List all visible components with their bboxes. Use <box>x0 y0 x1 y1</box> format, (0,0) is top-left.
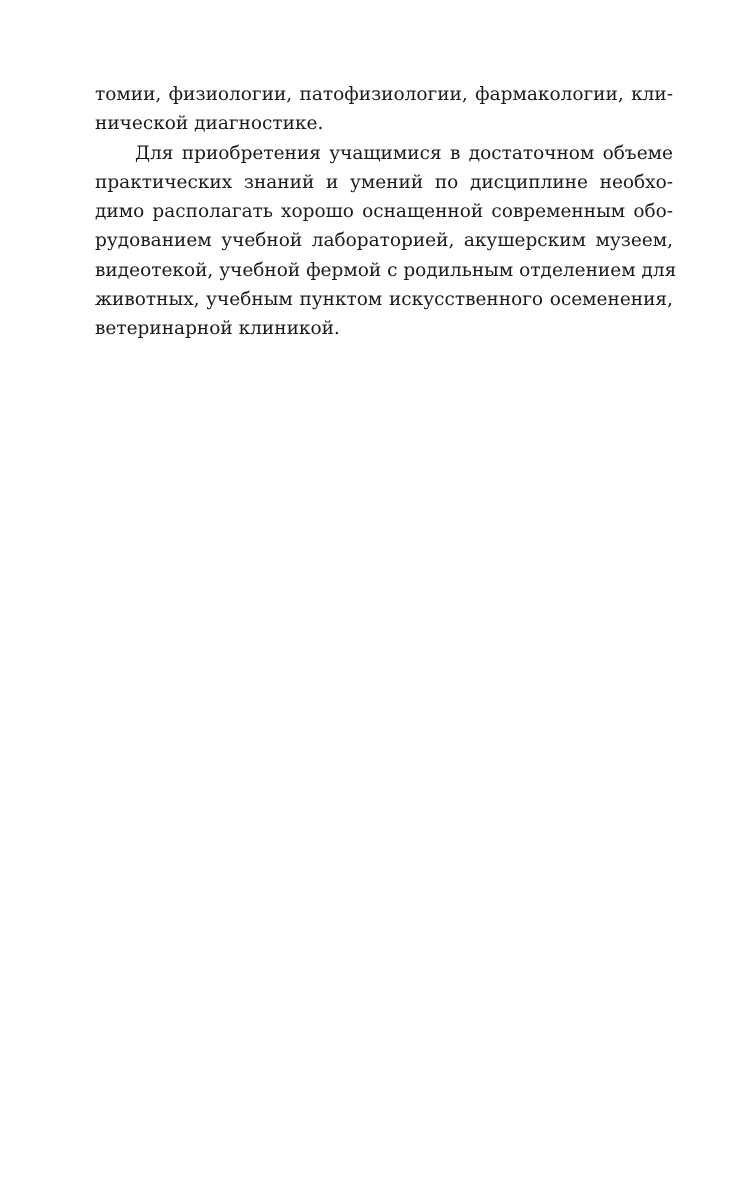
paragraph <box>95 139 677 344</box>
text-line: практических знаний и умений по дисциплине необхо- <box>95 171 673 193</box>
text-line: животных, учебным пунктом искусственного осеменения, <box>95 289 673 311</box>
text-line: видеотекой, учебной фермой с родильным отделением для <box>95 259 677 281</box>
text-line: рудованием учебной лабораторией, акушерским музеем, <box>95 230 673 252</box>
paragraph-continuation <box>95 80 673 139</box>
text-line: томии, физиологии, патофизиологии, фармакологии, кли- <box>95 84 673 105</box>
body-text <box>95 80 677 344</box>
text-line: димо располагать хорошо оснащенной современным обо- <box>95 201 673 223</box>
text-line: ветеринарной клиникой. <box>95 318 340 340</box>
text-line: нической диагностике. <box>95 113 324 135</box>
text-line: Для приобретения учащимися в достаточном объеме <box>135 142 673 164</box>
